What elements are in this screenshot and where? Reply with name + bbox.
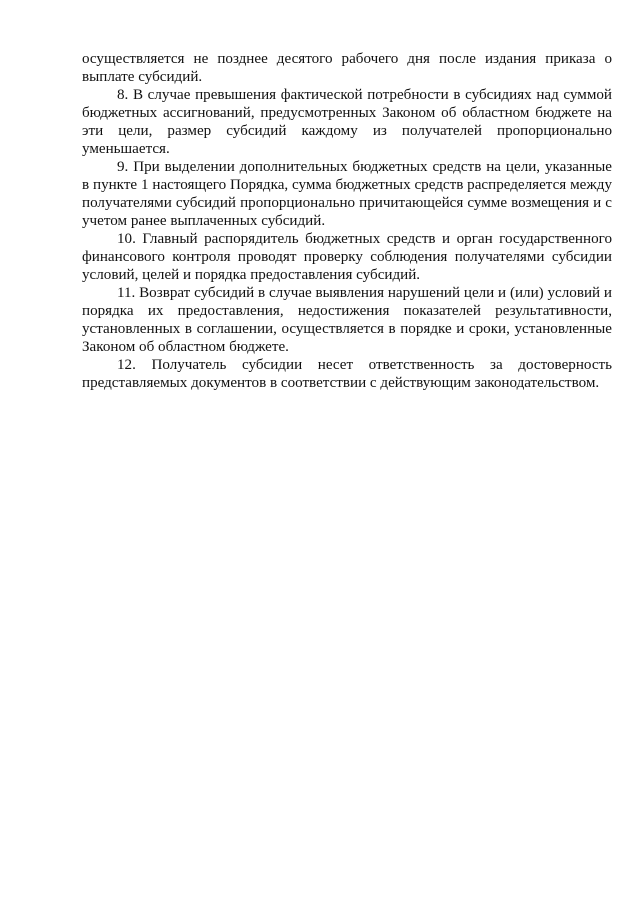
paragraph-item-8: 8. В случае превышения фактической потребности в субсидиях над суммой бюджетных ассигнований, предусмотренных Законом об областном бюджете на эти цели, размер субсидий каждому из получателей пропорционально уменьшается. — [82, 87, 612, 157]
paragraph-item-9: 9. При выделении дополнительных бюджетных средств на цели, указанные в пункте 1 настоящего Порядка, сумма бюджетных средств распределяется между получателями субсидий пропорционально причитающейся сумме возмещения и с учетом ранее выплаченных субсидий. — [82, 159, 612, 229]
paragraph-continuation: осуществляется не позднее десятого рабочего дня после издания приказа о выплате субсидий. — [82, 51, 612, 85]
paragraph-item-10: 10. Главный распорядитель бюджетных средств и орган государственного финансового контроля проводят проверку соблюдения получателями субсидии условий, целей и порядка предоставления субсидий. — [82, 231, 612, 283]
document-body — [82, 50, 612, 392]
paragraph-item-11: 11. Возврат субсидий в случае выявления нарушений цели и (или) условий и порядка их предоставления, недостижения показателей результативности, установленных в соглашении, осуществляется в порядке и сроки, установленные Законом об областном бюджете. — [82, 285, 612, 355]
paragraph-item-12: 12. Получатель субсидии несет ответственность за достоверность представляемых документов в соответствии с действующим законодательством. — [82, 357, 612, 391]
